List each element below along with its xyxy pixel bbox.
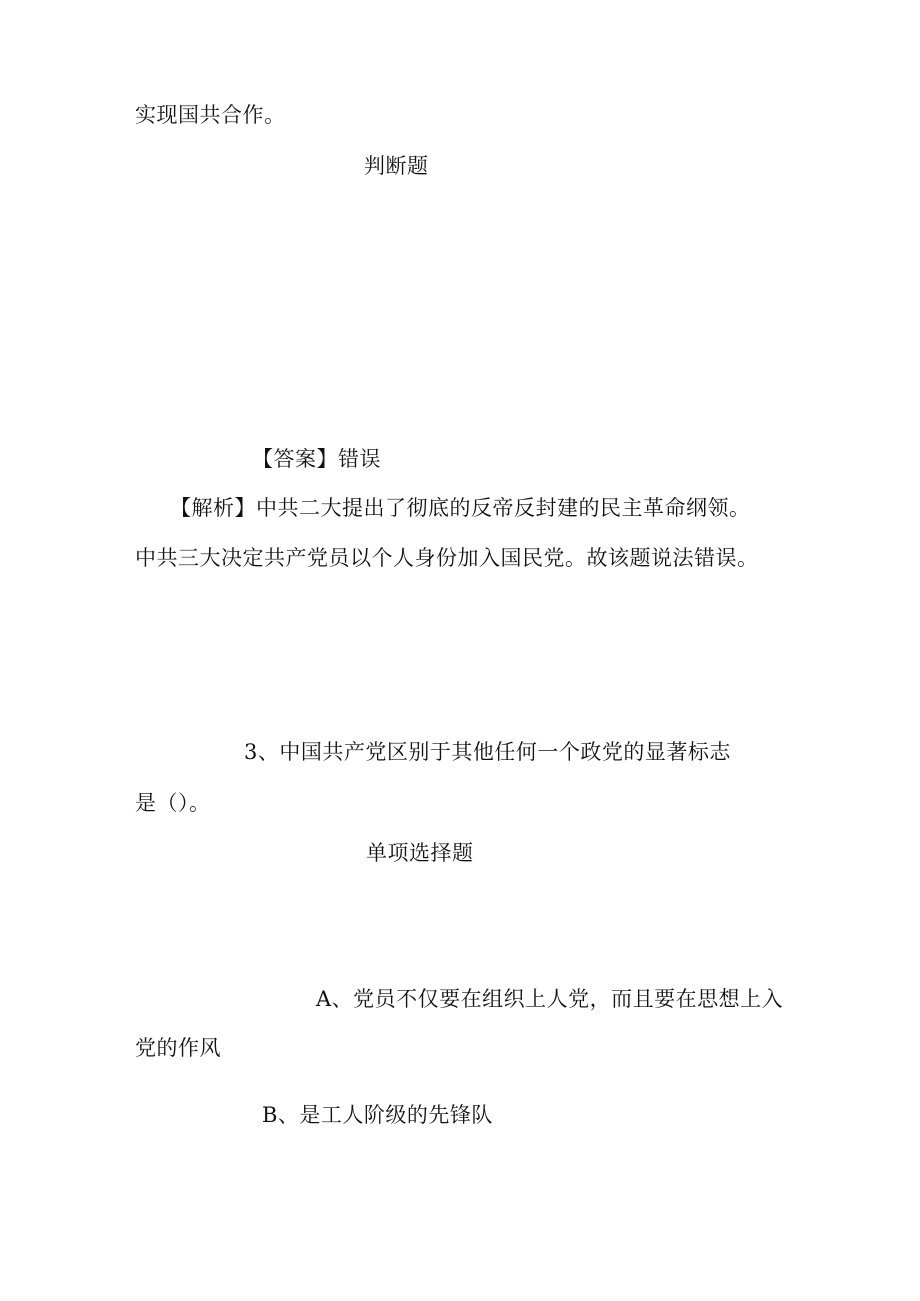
analysis-line-1: 【解析】中共二大提出了彻底的反帝反封建的民主革命纲领。 [170,496,751,520]
answer-line: 【答案】错误 [252,447,381,471]
question-3-stem-line-2: 是（）。 [135,791,211,815]
question-type-label: 判断题 [364,154,429,178]
question-3-stem-line-1: 3、中国共产党区别于其他任何一个政党的显著标志 [244,740,731,764]
option-b: B、是工人阶级的先锋队 [262,1103,493,1127]
question-type-label-2: 单项选择题 [366,841,474,865]
analysis-line-2: 中共三大决定共产党员以个人身份加入国民党。故该题说法错误。 [135,546,759,570]
option-a-line-1: A、党员不仅要在组织上人党，而且要在思想上入 [316,987,784,1011]
option-a-line-2: 党的作风 [135,1036,221,1060]
prev-question-text-end: 实现国共合作。 [135,103,286,127]
